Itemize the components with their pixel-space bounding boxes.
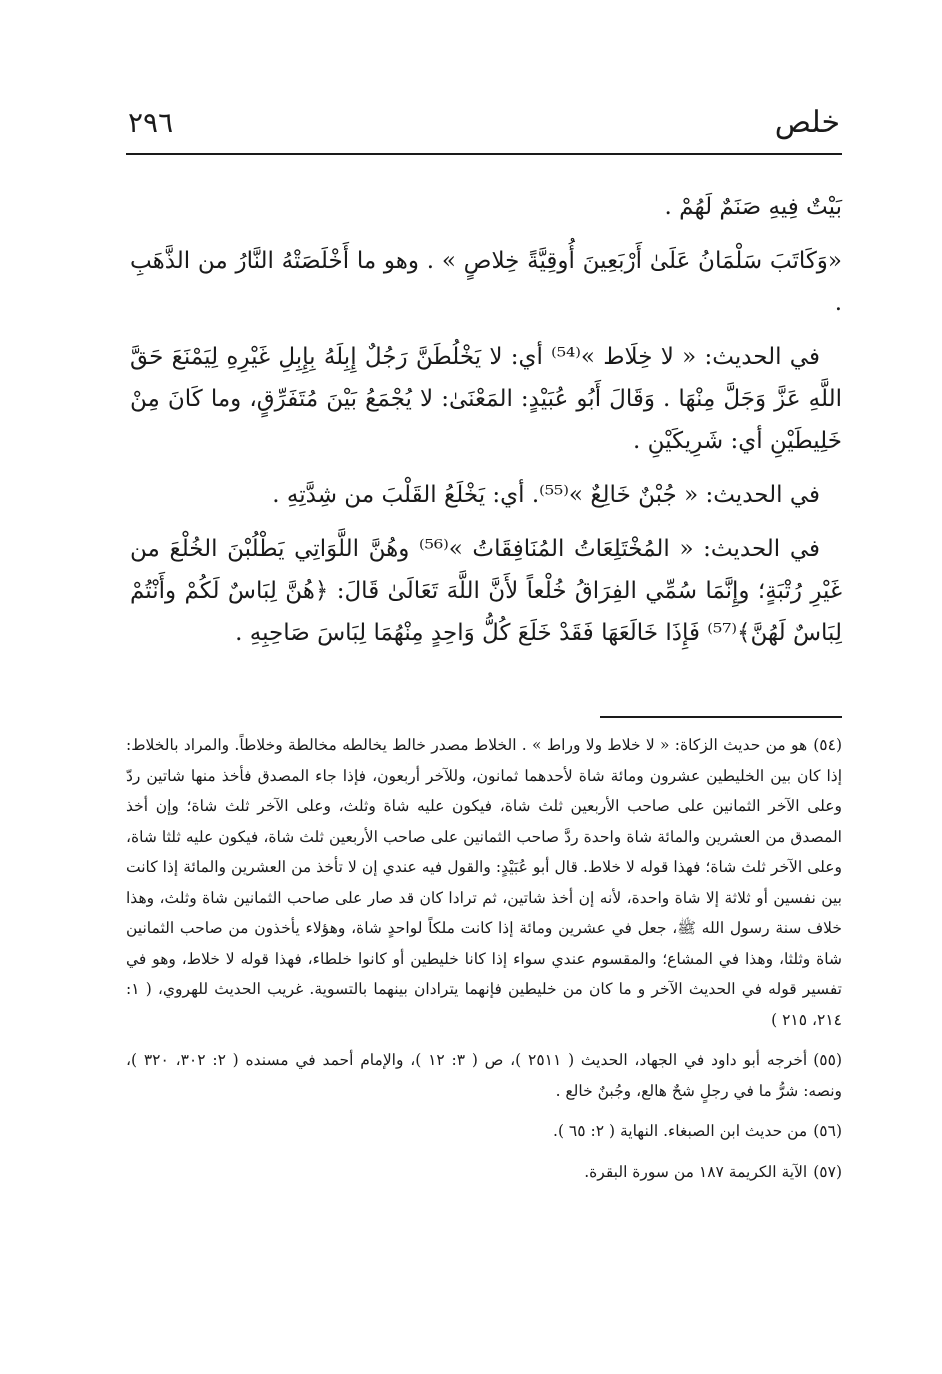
paragraph: في الحديث: « جُبْنٌ خَالِعٌ »⁽⁵⁵⁾. أي: يَخْلَعُ القَلْبَ من شِدَّتِهِ . bbox=[272, 482, 820, 508]
footnotes bbox=[126, 730, 842, 1197]
paragraph: في الحديث: « المُخْتَلِعَاتُ المُنَافِقَاتُ »⁽⁵⁶⁾ وهُنَّ اللَّوَاتِي يَطْلُبْنَ الخُلْعَ من غَيْرِ رُتْبَةٍ؛ وإِنَّمَا سُمِّي الفِرَاقُ خُلْعاً لأَنَّ اللَّهَ تَعَالَىٰ قَالَ: ﴿هُنَّ لِبَاسٌ لَكُمْ وأَنْتُمْ لِبَاسٌ لَهُنَّ﴾⁽⁵⁷⁾ فَإِذَا خَالَعَهَا فَقَدْ خَلَعَ كُلُّ وَاحِدٍ مِنْهُمَا لِبَاسَ صَاحِبِهِ . bbox=[130, 536, 842, 646]
footnote bbox=[126, 1045, 842, 1106]
footnote-text: الآية الكريمة ١٨٧ من سورة البقرة. bbox=[584, 1162, 808, 1181]
footnote-number: (٥٤) bbox=[813, 736, 842, 754]
footnote-rule bbox=[600, 716, 842, 718]
footnote bbox=[126, 1157, 842, 1188]
entry-title: خلص bbox=[774, 104, 840, 140]
paragraph: «وَكَاتَبَ سَلْمَانُ عَلَىٰ أَرْبَعِينَ أُوقِيَّةً خِلاصٍ » . وهو ما أَخْلَصَتْهُ النَّارُ من الذَّهَبِ . bbox=[130, 248, 842, 316]
header-rule bbox=[126, 153, 842, 155]
paragraph: في الحديث: « لا خِلَاط »⁽⁵⁴⁾ أي: لا يَخْلُطَنَّ رَجُلٌ إِبِلَهُ بِإِبِلِ غَيْرِهِ لِيَمْنَعَ حَقَّ اللَّهِ عَزَّ وَجَلَّ مِنْهَا . وَقَالَ أَبُو عُبَيْدٍ: المَعْنَىٰ: لا يُجْمَعُ بَيْنَ مُتَفَرِّقٍ، وما كَانَ مِنْ خَلِيطَيْنِ أي: شَرِيكَيْنِ . bbox=[130, 344, 842, 454]
footnote-number: (٥٦) bbox=[813, 1122, 842, 1140]
paragraph: بَيْتٌ فِيهِ صَنَمٌ لَهُمْ . bbox=[664, 194, 842, 220]
page-header bbox=[128, 98, 840, 146]
footnote-text: أخرجه أبو داود في الجهاد، الحديث ( ٢٥١١ )، ص ( ٣: ١٢ )، والإمام أحمد في مسنده ( ٢: ٣٠٢، ٣٢٠ )، ونصه: شرُّ ما في رجلٍ شحٌ هالع، وجُبنٌ خالع . bbox=[126, 1051, 842, 1100]
footnote-number: (٥٥) bbox=[813, 1051, 842, 1069]
footnote bbox=[126, 730, 842, 1035]
page-number: ٢٩٦ bbox=[128, 105, 174, 139]
footnote-text: من حديث ابن الصبغاء. النهاية ( ٢: ٦٥ ). bbox=[553, 1122, 808, 1140]
main-text bbox=[130, 186, 842, 666]
footnote-number: (٥٧) bbox=[813, 1162, 842, 1181]
footnote bbox=[126, 1116, 842, 1147]
footnote-text: هو من حديث الزكاة: « لا خلاط ولا وراط » . الخلاط مصدر خالط يخالطه مخالطة وخلاطاً. والمراد بالخلاط: إذا كان بين الخليطين عشرون ومائة شاة لأحدهما ثمانون، وللآخر أربعون، فإذا جاء المصدق فأخذ منها شاتين ردّ وعلى الآخر الثمانين على صاحب الأربعين ثلث شاة، فيكون عليه شاة وثلث، وعلى الآخر ثلث شاة؛ وإن أخذ المصدق من العشرين والمائة شاة واحدة ردَّ صاحب الثمانين على صاحب الأربعين ثلث شاة، فيكون عليه ثلثا شاة، وعلى الآخر ثلث شاة؛ فهذا قوله لا خلاط. قال أبو عُبَيْدٍ: والقول فيه عندي إن لا تأخذ من العشرين والمائة إذا كانت بين نفسين أو ثلاثة إلا شاة واحدة، لأنه إن أخذ شاتين، ثم ترادا كان قد صار على صاحب الثمانين شاة وثلث، وهذا خلاف سنة رسول الله ﷺ، جعل في عشرين ومائة إذا كانت ملكاً لواحدٍ شاة، وهؤلاء يأخذون من صاحب الثمانين شاة وثلثا، وهذا في المشاع؛ والمقسوم عندي سواء إذا كانا خليطين أو كانوا خلطاء، فهذا قوله لا خلاط، وهو في تفسير قوله في الحديث الآخر و ما كان من خليطين فإنهما يترادان بينهما بالتسوية. غريب الحديث للهروي، ( ١: ٢١٤، ٢١٥ ) bbox=[126, 736, 842, 1029]
